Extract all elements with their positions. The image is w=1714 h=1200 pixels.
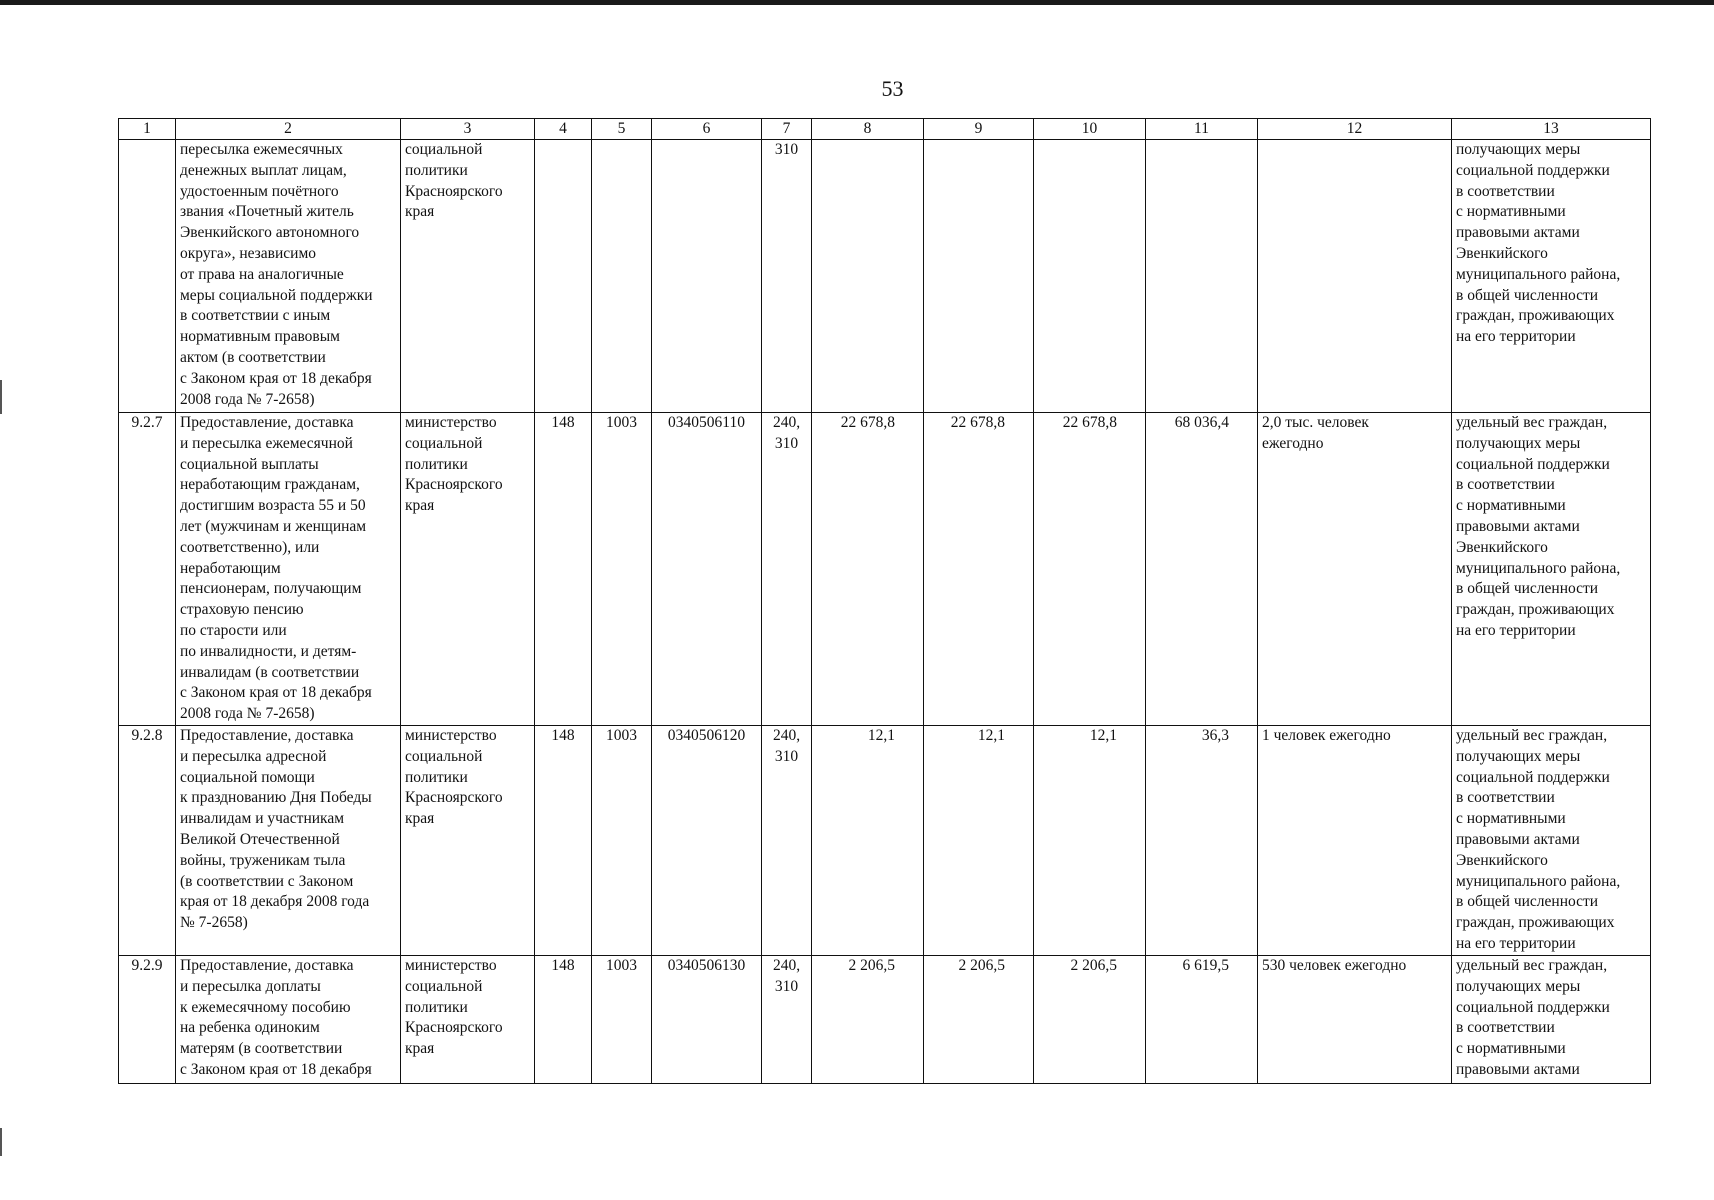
code-csr: 0340506130	[652, 956, 762, 1084]
column-header: 8	[812, 119, 924, 140]
code-csr: 0340506120	[652, 726, 762, 956]
item-number: 9.2.8	[119, 726, 176, 956]
code-vr: 240, 310	[762, 956, 812, 1084]
column-header: 6	[652, 119, 762, 140]
item-number	[119, 140, 176, 413]
column-header: 10	[1034, 119, 1146, 140]
column-header: 11	[1146, 119, 1258, 140]
expected-result: 2,0 тыс. человек ежегодно	[1258, 413, 1452, 726]
code-csr: 0340506110	[652, 413, 762, 726]
expected-result: 1 человек ежегодно	[1258, 726, 1452, 956]
expected-result	[1258, 140, 1452, 413]
table-row	[119, 956, 1651, 1084]
code-csr	[652, 140, 762, 413]
code-rzpr: 1003	[592, 413, 652, 726]
code-rzpr: 1003	[592, 726, 652, 956]
scan-border	[0, 0, 1714, 5]
amount-year-2: 12,1	[924, 726, 1034, 956]
column-header: 7	[762, 119, 812, 140]
code-vr: 310	[762, 140, 812, 413]
amount-total: 6 619,5	[1146, 956, 1258, 1084]
item-description: Предоставление, доставка и пересылка ежемесячной социальной выплаты неработающим гражданам, достигшим возраста 55 и 50 лет (мужчинам и женщинам соответственно), или неработающим пенсионерам, получающим страховую пенсию по старости или по инвалидности, и детям- инвалидам (в соответствии с Законом края от 18 декабря 2008 года № 7-2658)	[176, 413, 401, 726]
amount-year-2: 2 206,5	[924, 956, 1034, 1084]
column-number-row	[119, 119, 1651, 140]
indicator: получающих меры социальной поддержки в соответствии с нормативными правовыми актами Эвенкийского муниципального района, в общей численности граждан, проживающих на его территории	[1452, 140, 1651, 413]
amount-year-1: 2 206,5	[812, 956, 924, 1084]
item-description: Предоставление, доставка и пересылка адресной социальной помощи к празднованию Дня Победы инвалидам и участникам Великой Отечественной войны, труженикам тыла (в соответствии с Законом края от 18 декабря 2008 года № 7-2658)	[176, 726, 401, 956]
amount-year-3: 12,1	[1034, 726, 1146, 956]
table-row	[119, 726, 1651, 956]
amount-year-2	[924, 140, 1034, 413]
page-number: 53	[881, 76, 904, 101]
executor: социальной политики Красноярского края	[401, 140, 535, 413]
margin-mark	[0, 380, 2, 414]
amount-total: 36,3	[1146, 726, 1258, 956]
column-header: 9	[924, 119, 1034, 140]
amount-year-3: 2 206,5	[1034, 956, 1146, 1084]
program-table	[118, 118, 1651, 1084]
item-description: пересылка ежемесячных денежных выплат лицам, удостоенным почётного звания «Почетный житель Эвенкийского автономного округа», независимо от права на аналогичные меры социальной поддержки в соответствии с иным нормативным правовым актом (в соответствии с Законом края от 18 декабря 2008 года № 7-2658)	[176, 140, 401, 413]
amount-year-1: 22 678,8	[812, 413, 924, 726]
column-header: 2	[176, 119, 401, 140]
amount-year-3: 22 678,8	[1034, 413, 1146, 726]
column-header: 1	[119, 119, 176, 140]
column-header: 13	[1452, 119, 1651, 140]
executor: министерство социальной политики Красноярского края	[401, 726, 535, 956]
item-description: Предоставление, доставка и пересылка доплаты к ежемесячному пособию на ребенка одиноким матерям (в соответствии с Законом края от 18 декабря	[176, 956, 401, 1084]
amount-year-2: 22 678,8	[924, 413, 1034, 726]
amount-year-3	[1034, 140, 1146, 413]
indicator: удельный вес граждан, получающих меры социальной поддержки в соответствии с нормативными правовыми актами Эвенкийского муниципального района, в общей численности граждан, проживающих на его территории	[1452, 726, 1651, 956]
code-vr: 240, 310	[762, 726, 812, 956]
code-rzpr	[592, 140, 652, 413]
code-vr: 240, 310	[762, 413, 812, 726]
code-grbs: 148	[535, 956, 592, 1084]
expected-result: 530 человек ежегодно	[1258, 956, 1452, 1084]
indicator: удельный вес граждан, получающих меры социальной поддержки в соответствии с нормативными правовыми актами Эвенкийского муниципального района, в общей численности граждан, проживающих на его территории	[1452, 413, 1651, 726]
code-grbs: 148	[535, 726, 592, 956]
executor: министерство социальной политики Красноярского края	[401, 956, 535, 1084]
column-header: 5	[592, 119, 652, 140]
indicator: удельный вес граждан, получающих меры социальной поддержки в соответствии с нормативными правовыми актами	[1452, 956, 1651, 1084]
item-number: 9.2.7	[119, 413, 176, 726]
column-header: 12	[1258, 119, 1452, 140]
amount-year-1: 12,1	[812, 726, 924, 956]
code-grbs: 148	[535, 413, 592, 726]
table-row	[119, 413, 1651, 726]
column-header: 4	[535, 119, 592, 140]
column-header: 3	[401, 119, 535, 140]
margin-mark	[0, 1128, 2, 1156]
code-grbs	[535, 140, 592, 413]
item-number: 9.2.9	[119, 956, 176, 1084]
executor: министерство социальной политики Красноярского края	[401, 413, 535, 726]
code-rzpr: 1003	[592, 956, 652, 1084]
amount-total	[1146, 140, 1258, 413]
amount-year-1	[812, 140, 924, 413]
table-row	[119, 140, 1651, 413]
amount-total: 68 036,4	[1146, 413, 1258, 726]
